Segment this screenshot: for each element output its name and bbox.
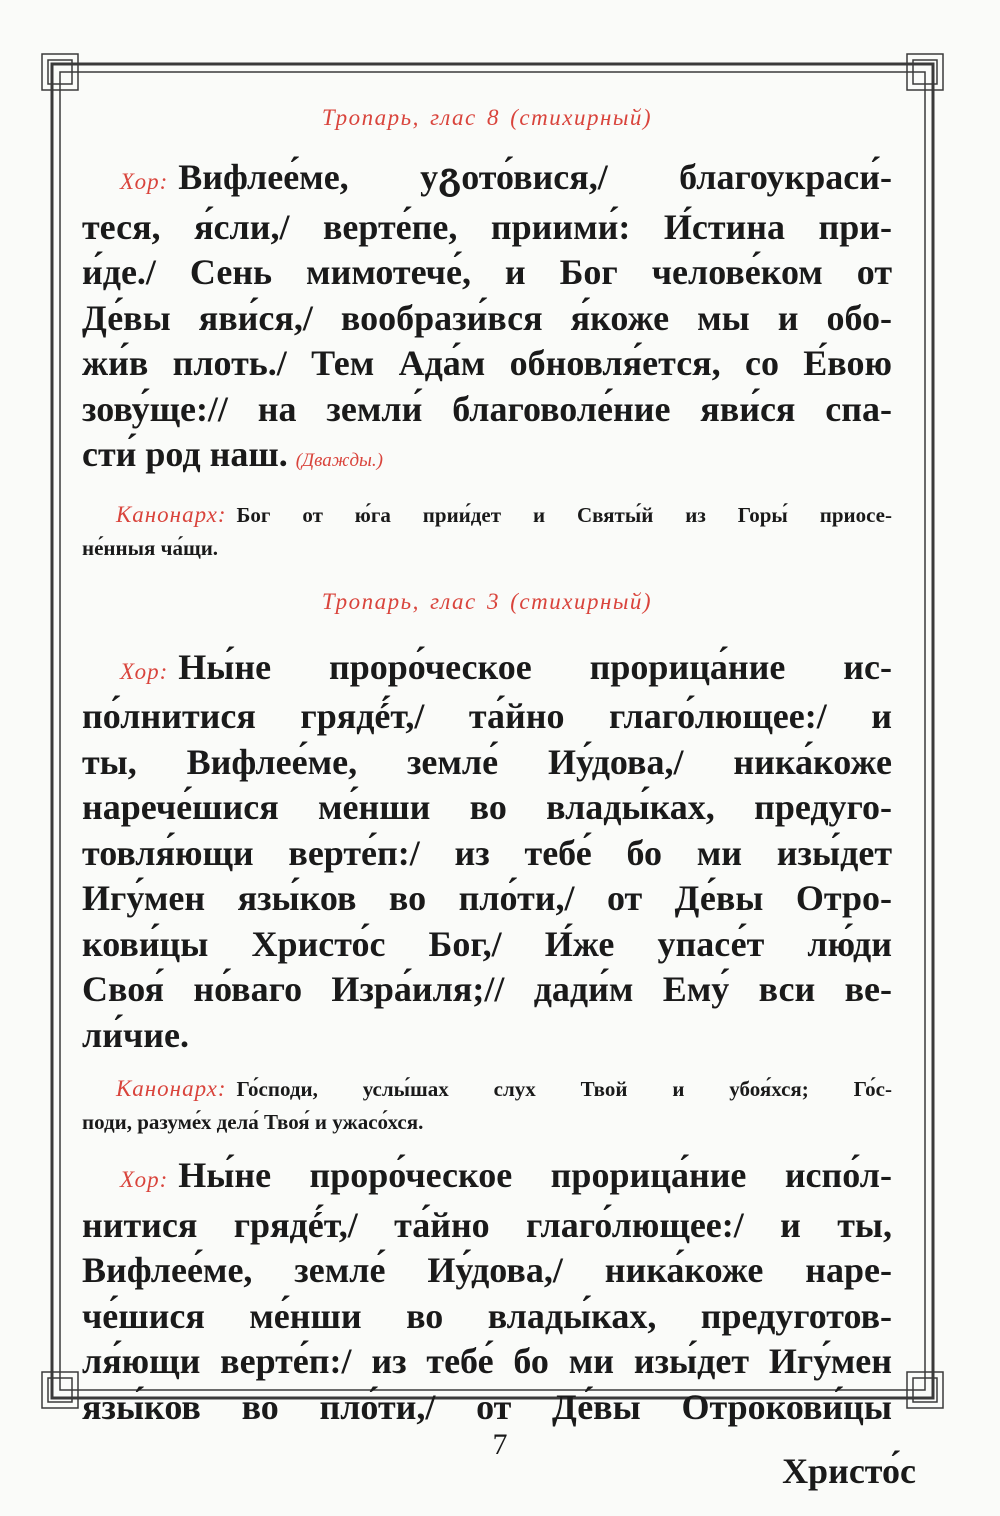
kanonarh-role-label: Канонарх: [116,501,227,527]
verse-line: кови́цы Христо́с Бог,/ И́же упасе́т лю́ди [82,923,892,964]
repeat-note: (Дважды.) [295,450,383,471]
verse-line: теся, я́сли,/ верте́пе, приими́: И́стина при- [82,206,892,247]
page-number: 7 [492,1428,508,1461]
choir-role-label: Хор: [120,169,169,194]
verse-line: Игу́мен язы́ков во пло́ти,/ от Де́вы Отро- [82,878,892,918]
kanonarh-line: поди, разуме́х дела́ Твоя́ и ужасо́хся. [82,1110,424,1134]
verse-line: Вифлее́ме, уგото́вися,/ благоукраси́- [178,157,892,197]
verse-line: Ны́не проро́ческое прорица́ние ис- [178,646,892,687]
verse-line: по́лнитися грядé́т,/ та́йно глаго́лющее:/ и [82,696,892,736]
troparion-heading-2: Тропарь, глас 3 (стихирный) [321,588,653,614]
troparion-heading-1: Тропарь, глас 8 (стихирный) [321,105,653,130]
verse-line: зову́ще:// на земли́ благоволе́ние яви́ся спа- [82,388,892,429]
verse-line: нитися грядé́т,/ та́йно глаго́лющее:/ и ты, [82,1204,892,1245]
verse-line: че́шися ме́нши во влады́ках, предуготов- [82,1295,892,1336]
choir-verse-1 [82,155,892,484]
verse-line: нарече́шися ме́нши во влады́ках, предуго- [82,787,892,827]
choir-role-label: Хор: [120,658,169,684]
verse-line: жи́в плоть./ Тем Ада́м обновля́ется, со Е́вою [82,343,892,383]
kanonarh-line: Го́споди, услы́шах слух Твой и убоя́хся; Го́с- [236,1077,892,1101]
choir-verse-3 [82,1153,892,1430]
page-content [82,95,892,1430]
kanonarh-line: Бог от ю́га прии́дет и Святы́й из Горы́ приосе- [236,502,892,527]
verse-line: ты, Вифлее́ме, земле́ Иу́дова,/ ника́коже [82,741,892,782]
verse-line: язы́ков во пло́ти,/ от Де́вы Отрокови́цы [82,1386,892,1427]
verse-line: и́де./ Сень мимотече́, и Бог челове́ком от [82,252,892,292]
verse-line: Де́вы яви́ся,/ вообрази́вся я́коже мы и обо- [82,297,892,338]
verse-line: ля́ющи верте́п:/ из тебе́ бо ми изы́дет Игу́мен [82,1341,892,1381]
verse-line: Ны́не проро́ческое прорица́ние испо́л- [178,1155,892,1195]
kanonarh-line: не́нныя ча́щи. [82,535,219,560]
kanonarh-verse-1 [82,498,892,565]
verse-line: товля́ющи верте́п:/ из тебе́ бо ми изы́дет [82,832,892,873]
verse-line: ли́чие. [82,1014,189,1055]
catchword: Христо́с [782,1451,916,1491]
verse-line: Вифлее́ме, земле́ Иу́дова,/ ника́коже наре- [82,1250,892,1290]
verse-line: Своя́ но́ваго Изра́иля;// дади́м Ему́ вси ве- [82,969,892,1009]
verse-line: сти́ род наш. [82,434,288,474]
choir-verse-2 [82,645,892,1059]
kanonarh-verse-2 [82,1072,892,1139]
choir-role-label: Хор: [120,1167,169,1192]
kanonarh-role-label: Канонарх: [116,1076,227,1101]
